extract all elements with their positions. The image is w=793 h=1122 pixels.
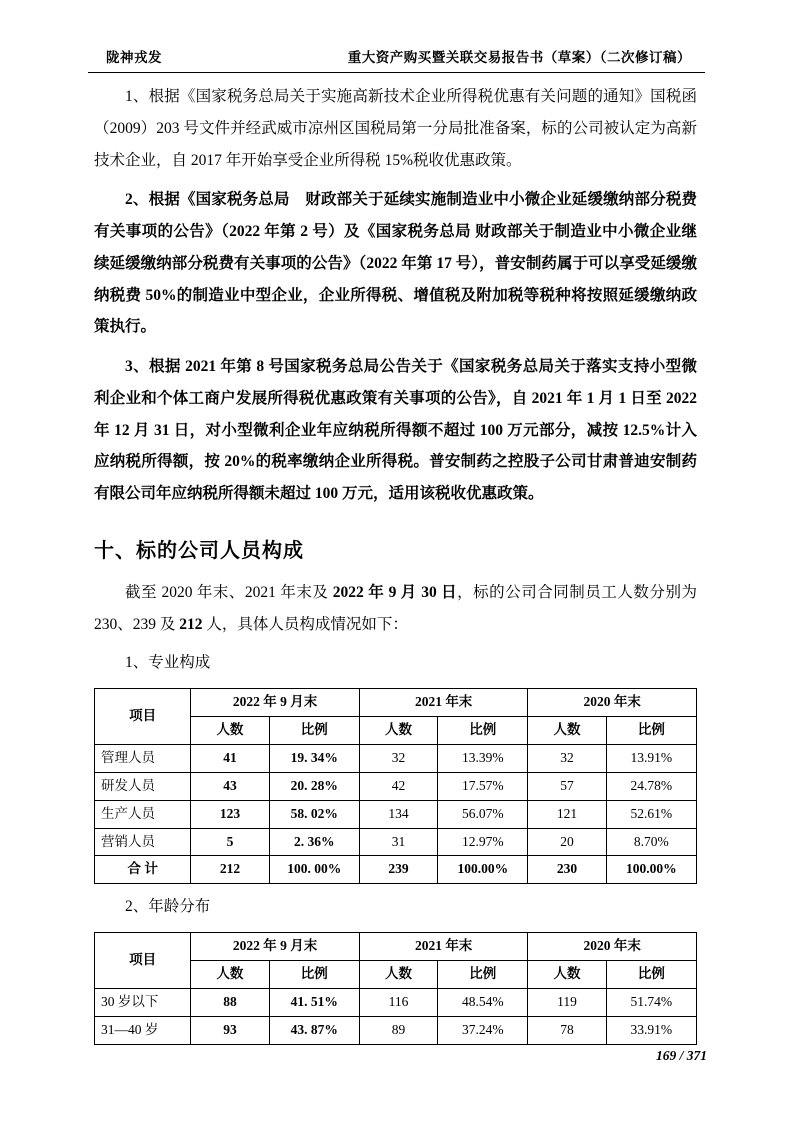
col-group-2020: 2020 年末 (528, 932, 697, 960)
cell: 32 (359, 744, 437, 772)
cell: 24.78% (606, 772, 696, 800)
col-group-2022: 2022 年 9 月末 (191, 688, 360, 716)
row-label: 生产人员 (95, 800, 191, 828)
table-header-row (95, 932, 697, 960)
cell: 20. 28% (269, 772, 359, 800)
cell: 41 (191, 744, 269, 772)
cell: 56.07% (438, 800, 528, 828)
cell: 31 (359, 828, 437, 856)
intro-suffix: 人，具体人员构成情况如下： (202, 615, 408, 633)
row-label: 合 计 (95, 856, 191, 884)
sub-count-2021: 人数 (359, 716, 437, 744)
row-label: 营销人员 (95, 828, 191, 856)
cell: 93 (191, 1016, 269, 1044)
col-item: 项目 (95, 688, 191, 744)
cell: 8.70% (606, 828, 696, 856)
sub-ratio-2020: 比例 (606, 960, 696, 988)
cell: 100.00% (606, 856, 696, 884)
cell: 89 (359, 1016, 437, 1044)
col-group-2021: 2021 年末 (359, 932, 528, 960)
page-content (76, 73, 717, 1045)
intro-count: 212 (179, 615, 203, 633)
paragraph-2: 2、根据《国家税务总局 财政部关于延续实施制造业中小微企业延缓缴纳部分税费有关事项的公告》（2022 年第 2 号）及《国家税务总局 财政部关于制造业中小微企业继续延缓缴纳部分税费有关事项的公告》（2022 年第 17 号），普安制药属于可以享受延缓缴纳税费 50%的制造业中型企业，企业所得税、增值税及附加税等税种将按照延缓缴纳政策执行。 (94, 191, 697, 336)
cell: 12.97% (438, 828, 528, 856)
cell: 230 (528, 856, 606, 884)
table2-caption: 2、年龄分布 (125, 898, 211, 916)
cell: 134 (359, 800, 437, 828)
row-label: 研发人员 (95, 772, 191, 800)
row-label: 31—40 岁 (95, 1016, 191, 1044)
cell: 116 (359, 988, 437, 1016)
cell: 52.61% (606, 800, 696, 828)
page-header (76, 46, 717, 66)
cell: 37.24% (438, 1016, 528, 1044)
header-title: 重大资产购买暨关联交易报告书（草案）（二次修订稿） (347, 50, 691, 65)
col-group-2022: 2022 年 9 月末 (191, 932, 360, 960)
sub-ratio-2021: 比例 (438, 716, 528, 744)
cell: 33.91% (606, 1016, 696, 1044)
cell: 19. 34% (269, 744, 359, 772)
cell: 88 (191, 988, 269, 1016)
sub-count-2020: 人数 (528, 960, 606, 988)
sub-ratio-2021: 比例 (438, 960, 528, 988)
table-row (95, 772, 697, 800)
cell: 51.74% (606, 988, 696, 1016)
cell: 13.91% (606, 744, 696, 772)
cell: 57 (528, 772, 606, 800)
cell: 100.00% (438, 856, 528, 884)
table-row (95, 828, 697, 856)
section-intro (94, 577, 697, 641)
table-row (95, 800, 697, 828)
col-group-2020: 2020 年末 (528, 688, 697, 716)
table-row (95, 1016, 697, 1044)
table-total-row (95, 856, 697, 884)
cell: 13.39% (438, 744, 528, 772)
professional-composition-table (94, 688, 697, 884)
row-label: 30 岁以下 (95, 988, 191, 1016)
intro-date: 2022 年 9 月 30 日 (332, 583, 458, 601)
sub-ratio-2022: 比例 (269, 716, 359, 744)
sub-ratio-2022: 比例 (269, 960, 359, 988)
age-distribution-table (94, 932, 697, 1045)
paragraph-1: 1、根据《国家税务总局关于实施高新技术企业所得税优惠有关问题的通知》国税函（2009）203 号文件并经武威市凉州区国税局第一分局批准备案，标的公司被认定为高新技术企业，自 2017 年开始享受企业所得税 15%税收优惠政策。 (94, 88, 697, 169)
sub-count-2022: 人数 (191, 960, 269, 988)
cell: 78 (528, 1016, 606, 1044)
cell: 48.54% (438, 988, 528, 1016)
paragraph-3: 3、根据 2021 年第 8 号国家税务总局公告关于《国家税务总局关于落实支持小型微利企业和个体工商户发展所得税优惠政策有关事项的公告》，自 2021 年 1 月 1 日至 2022 年 12 月 31 日，对小型微利企业年应纳税所得额不超过 100 万元部分，减按 12.5%计入应纳税所得额，按 20%的税率缴纳企业所得税。普安制药之控股子公司甘肃普迪安制药有限公司年应纳税所得额未超过 100 万元，适用该税收优惠政策。 (94, 358, 697, 503)
cell: 58. 02% (269, 800, 359, 828)
page-number: 169 / 371 (655, 1048, 707, 1063)
table-row (95, 988, 697, 1016)
col-group-2021: 2021 年末 (359, 688, 528, 716)
cell: 123 (191, 800, 269, 828)
cell: 20 (528, 828, 606, 856)
table-row (95, 744, 697, 772)
sub-count-2020: 人数 (528, 716, 606, 744)
intro-mid: ，标的公司合同制员工人数分别为 230、239 及 (94, 583, 697, 633)
cell: 17.57% (438, 772, 528, 800)
header-company: 陇神戎发 (106, 50, 162, 65)
section-heading: 十、标的公司人员构成 (94, 539, 304, 562)
cell: 43. 87% (269, 1016, 359, 1044)
cell: 5 (191, 828, 269, 856)
sub-ratio-2020: 比例 (606, 716, 696, 744)
sub-count-2022: 人数 (191, 716, 269, 744)
table-header-row (95, 688, 697, 716)
cell: 2. 36% (269, 828, 359, 856)
cell: 119 (528, 988, 606, 1016)
cell: 121 (528, 800, 606, 828)
cell: 239 (359, 856, 437, 884)
cell: 43 (191, 772, 269, 800)
sub-count-2021: 人数 (359, 960, 437, 988)
cell: 212 (191, 856, 269, 884)
cell: 42 (359, 772, 437, 800)
intro-prefix: 截至 2020 年末、2021 年末及 (125, 583, 333, 601)
col-item: 项目 (95, 932, 191, 988)
cell: 100. 00% (269, 856, 359, 884)
cell: 32 (528, 744, 606, 772)
table1-caption: 1、专业构成 (125, 654, 211, 672)
cell: 41. 51% (269, 988, 359, 1016)
row-label: 管理人员 (95, 744, 191, 772)
